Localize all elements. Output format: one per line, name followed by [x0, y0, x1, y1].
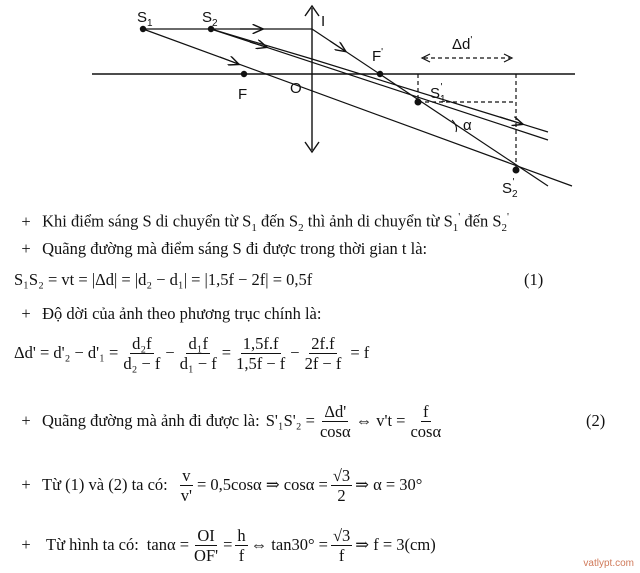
fraction: $\frac{v}{v'}$ [180, 465, 192, 505]
alpha-arc [452, 120, 457, 132]
watermark: vatlypt.com [583, 558, 634, 569]
point-f-prime [377, 71, 383, 77]
bullet: + [21, 475, 31, 494]
fraction: $\frac{√3}{f}$ [332, 525, 351, 565]
label-o: O [290, 80, 302, 97]
bullet: + [21, 411, 31, 430]
label-s2-image: $S_2'$ [502, 177, 518, 200]
equation-line-5: Δd' = d'₂ − d'₁ = $\frac{\text{d₂f}}{\text{d₂ − f}}$ − $\frac{\text{d₁f}}{\text{d₁ − f}}$ = $\frac{1,5f.f}{1,5f - f}$ − $\frac{2f.f}{2f - f}$ = f [14, 333, 370, 373]
fraction: $\frac{2f.f}{2f - f}$ [304, 333, 342, 373]
text-line-4: + Độ dời của ảnh theo phương trục chính là: [0, 304, 321, 324]
label-f-prime: F' [372, 47, 384, 65]
equation-line-8: + Từ hình ta có: tanα = $\frac{OI}{OF'}$ = $\frac{h}{f}$ ⇔ tan30° = $\frac{√3}{f}$ ⇒ f = 3(cm) [0, 522, 436, 568]
label-s2: $S_2$ [202, 9, 218, 29]
fraction: $\frac{f}{\cos\alpha}$ [410, 401, 442, 441]
fraction: $\frac{1,5f.f}{1,5f - f}$ [236, 333, 286, 373]
equation-line-7: + Từ (1) và (2) ta có: $\frac{v}{v'}$ = 0,5cosα ⇒ cosα = $\frac{√3}{2}$ ⇒ α = 30° [0, 462, 422, 508]
fraction: $\frac{\Delta d'}{\cos\alpha}$ [319, 401, 351, 441]
bullet: + [21, 211, 31, 231]
ray-s1-through-o [143, 29, 572, 186]
label-delta-d: Δd' [452, 35, 473, 53]
ray-through-f-prime [312, 29, 548, 186]
bullet: + [21, 239, 31, 258]
equation-line-3: S₁S₂ = vt = |Δd| = |d₂ − d₁| = |1,5f − 2f| = 0,5f [14, 270, 313, 289]
bullet: + [21, 535, 31, 554]
label-alpha: α [463, 117, 472, 134]
point-f [241, 71, 247, 77]
label-i: I [321, 13, 326, 30]
text-line-2: + Quãng đường mà điểm sáng S đi được trong thời gian t là: [0, 239, 427, 259]
equation-number-2: (2) [586, 411, 606, 430]
label-f: F [238, 86, 248, 103]
bullet: + [21, 304, 31, 323]
equation-line-6: + Quãng đường mà ảnh đi được là: S'₁S'₂ = $\frac{\Delta d'}{\cos\alpha}$ ⇔ v't = $\frac{f}{\cos\alpha}$ [0, 398, 446, 444]
fraction: $\frac{√3}{2}$ [332, 465, 351, 505]
fraction: $\frac{\text{d₁f}}{\text{d₁ − f}}$ [179, 333, 217, 373]
optics-diagram [0, 0, 640, 205]
label-s1-image: $S_1'$ [430, 82, 446, 105]
text-line-1: + Khi điểm sáng S di chuyển từ $S_1$ đến $S_2$ thì ảnh di chuyển từ $S_1'$ đến $S_2'$ [0, 207, 509, 238]
fraction: $\frac{\text{d₂f}}{\text{d₂ − f}}$ [123, 333, 161, 373]
equation-number-1: (1) [524, 270, 544, 289]
label-s1: $S_1$ [137, 9, 153, 29]
fraction: $\frac{OI}{OF'}$ [194, 525, 219, 565]
point-s1 [140, 26, 146, 32]
fraction: $\frac{h}{f}$ [237, 525, 246, 565]
point-s2-image [513, 167, 520, 174]
point-s1-image [415, 99, 422, 106]
